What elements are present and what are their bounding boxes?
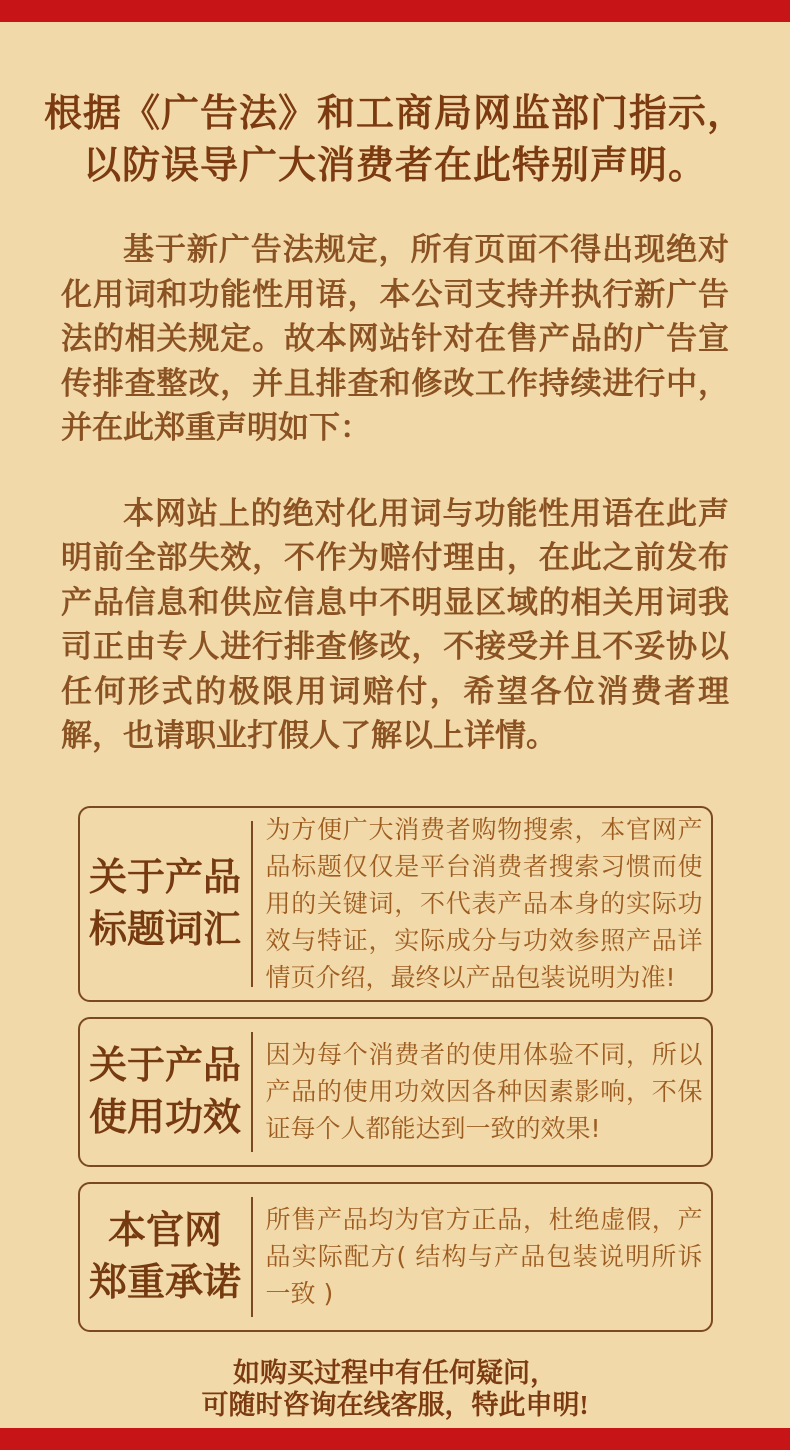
notice-box-product-title — [78, 806, 713, 1002]
label-line-1: 关于产品 — [88, 1044, 241, 1087]
notice-box-efficacy-label — [80, 1019, 251, 1165]
label-line-2: 郑重承诺 — [88, 1261, 241, 1304]
notice-box-official-promise — [78, 1182, 713, 1332]
page-title — [0, 0, 790, 192]
title-line-2: 以防误导广大消费者在此特别声明。 — [82, 145, 707, 187]
notice-box-efficacy-text: 因为每个消费者的使用体验不同，所以产品的使用功效因各种因素影响，不保证每个人都能达到一致的效果! — [265, 1040, 703, 1143]
label-line-2: 使用功效 — [88, 1096, 241, 1139]
label-line-1: 本官网 — [107, 1209, 222, 1252]
notice-boxes — [78, 806, 713, 1332]
top-red-bar — [0, 0, 790, 22]
label-line-1: 关于产品 — [88, 856, 241, 899]
paragraph-invalid-wording: 本网站上的绝对化用词与功能性用语在此声明前全部失效，不作为赔付理由，在此之前发布产品信息和供应信息中不明显区域的相关用词我司正由专人进行排查修改，不接受并且不妥协以任何形式的极限用词赔付，希望各位消费者理解，也请职业打假人了解以上详情。 — [61, 495, 729, 753]
label-line-2: 标题词汇 — [88, 908, 241, 951]
notice-box-promise-label — [80, 1184, 251, 1330]
notice-box-promise-text: 所售产品均为官方正品，杜绝虚假，产品实际配方( 结构与产品包装说明所诉一致 ) — [265, 1205, 703, 1308]
bottom-red-bar — [0, 1428, 790, 1450]
notice-box-product-efficacy — [78, 1017, 713, 1167]
footer-line-1: 如购买过程中有任何疑问， — [233, 1357, 557, 1388]
paragraph-ad-law-basis: 基于新广告法规定，所有页面不得出现绝对化用词和功能性用语，本公司支持并执行新广告法的相关规定。故本网站针对在售产品的广告宣传排查整改，并且排查和修改工作持续进行中，并在此郑重声明如下： — [61, 232, 729, 445]
notice-box-title-label — [80, 808, 251, 1000]
footer-line-2: 可随时咨询在线客服，特此申明! — [201, 1389, 589, 1420]
notice-box-title-body — [253, 808, 711, 1000]
footer-note — [0, 1357, 790, 1421]
notice-box-title-text: 为方便广大消费者购物搜索，本官网产品标题仅仅是平台消费者搜索习惯而使用的关键词，不代表产品本身的实际功效与特证，实际成分与功效参照产品详情页介绍，最终以产品包装说明为准! — [265, 815, 703, 992]
statement-paragraphs — [61, 228, 729, 759]
title-line-1: 根据《广告法》和工商局网监部门指示， — [43, 93, 746, 135]
notice-box-promise-body — [253, 1184, 711, 1330]
notice-box-efficacy-body — [253, 1019, 711, 1165]
